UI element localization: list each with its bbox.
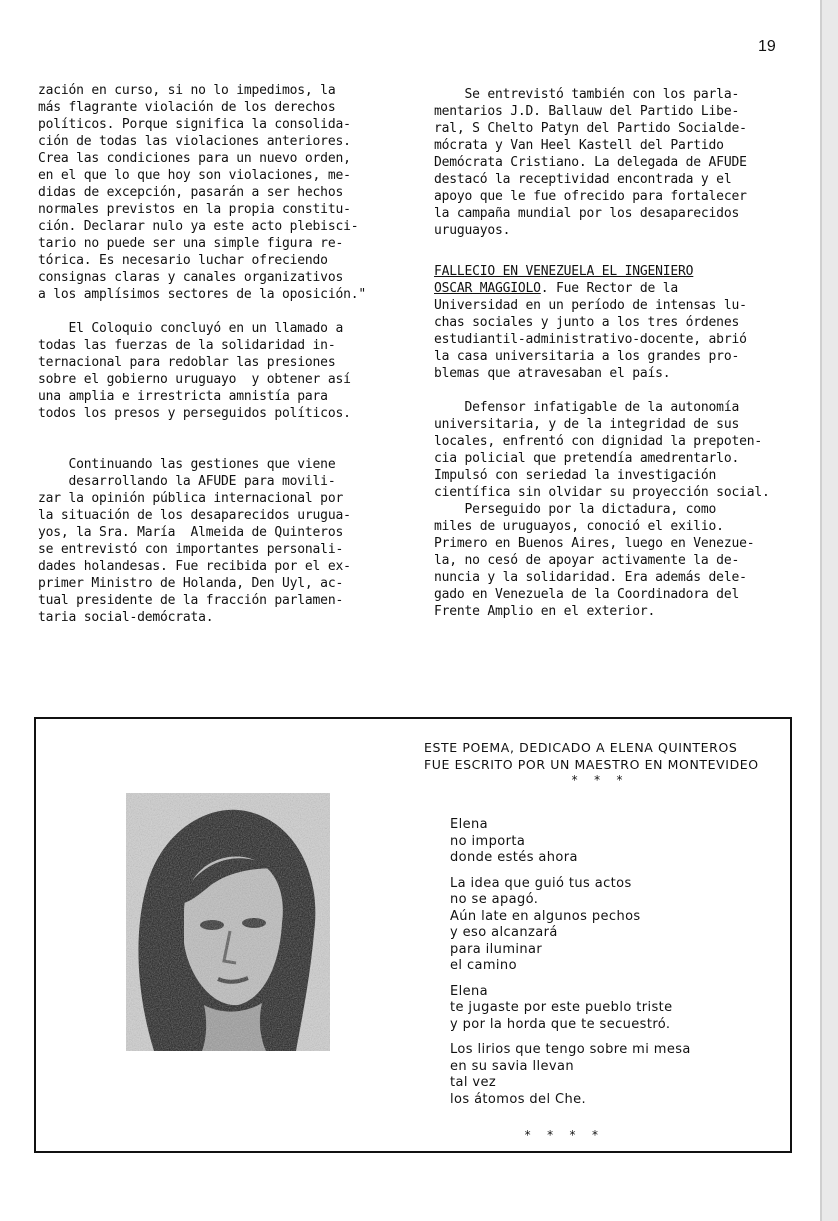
paragraph-exilio: Perseguido por la dictadura, como miles de uruguayos, conoció el exilio. Primero en Buenos Aires, luego en Venezue- la, no cesó de apoyar activamente la de- nuncia y la solidaridad. Era además dele- gado en Venezuela de la Coordinadora del Frente Amplio en el exterior. — [434, 502, 755, 619]
right-column — [434, 86, 802, 637]
poem-stanza: La idea que guió tus actos no se apagó. Aún late en algunos pechos y eso alcanzará para iluminar el camino — [450, 875, 641, 973]
stars-bottom: * * * * — [524, 1128, 603, 1142]
heading-line-1: FALLECIO EN VENEZUELA EL INGENIERO — [434, 264, 694, 279]
paragraph-plebiscite: zación en curso, si no lo impedimos, la más flagrante violación de los derechos políticos. Porque significa la consolida- ción de todas las violaciones anteriores. Crea las condiciones para un nuevo orden, en el que lo que hoy son violaciones, me- didas de excepción, pasarán a ser hechos normales previstos en la propia constitu- ción. Declarar nulo ya este acto plebisci- tario no puede ser una simple figura re- tórica. Es necesario luchar ofreciendo consignas claras y canales organizativos a los amplísimos sectores de la oposición." — [38, 83, 366, 302]
heading-tail: . Fue Rector de la — [540, 281, 679, 296]
stars-top: * * * — [571, 773, 628, 787]
paragraph-afude: Continuando las gestiones que viene desarrollando la AFUDE para movili- zar la opinión pública internacional por la situación de los desaparecidos urugua- yos, la Sra. María Almeida de Quinteros se entrevistó con importantes personali- dades holandesas. Fue recibida por el ex- primer Ministro de Holanda, Den Uyl, ac- tual presidente de la fracción parlamen- taria social-demócrata. — [38, 457, 351, 625]
paragraph-universidad: Universidad en un período de intensas lu- chas sociales y junto a los tres órdenes estudiantil-administrativo-docente, abrió la casa universitaria a los grandes pro- blemas que atravesaban el país. — [434, 298, 747, 381]
poem-stanza: Elena te jugaste por este pueblo triste y por la horda que te secuestró. — [450, 983, 673, 1032]
poem-stanza: Los lirios que tengo sobre mi mesa en su savia llevan tal vez los átomos del Che. — [450, 1042, 691, 1107]
page-number: 19 — [758, 38, 776, 55]
paragraph-coloquio: El Coloquio concluyó en un llamado a todas las fuerzas de la solidaridad in- ternacional para redoblar las presiones sobre el gobierno uruguayo y obtener así una amplia e irrestricta amnistía para todos los presos y perseguidos políticos. — [38, 321, 351, 421]
poem-stanza: Elena no importa donde estés ahora — [450, 817, 578, 865]
left-column — [38, 82, 410, 643]
maggiolo-heading-paragraph — [434, 263, 802, 297]
paragraph-entrevista: Se entrevistó también con los parla- mentarios J.D. Ballauw del Partido Libe- ral, S Chelto Patyn del Partido Socialde- mócrata y Van Heel Kastell del Partido Demócrata Cristiano. La delegada de AFUDE destacó la receptividad encontrada y el apoyo que le fue ofrecido para fortalecer la campaña mundial por los desaparecidos uruguayos. — [434, 87, 747, 238]
portrait-image — [126, 793, 330, 1051]
poem-box — [34, 717, 792, 1153]
poem-body — [450, 817, 770, 1117]
heading-line-2: OSCAR MAGGIOLO — [434, 281, 541, 296]
poem-header: ESTE POEMA, DEDICADO A ELENA QUINTEROS FUE ESCRITO POR UN MAESTRO EN MONTEVIDEO — [424, 740, 759, 772]
page-edge-shadow — [822, 0, 838, 1221]
portrait-photo — [126, 793, 330, 1051]
paragraph-autonomia: Defensor infatigable de la autonomía universitaria, y de la integridad de sus locales, enfrentó con dignidad la prepoten- cia policial que pretendía amedrentarlo. Impulsó con seriedad la investigación científica sin olvidar su proyección social. — [434, 400, 770, 500]
